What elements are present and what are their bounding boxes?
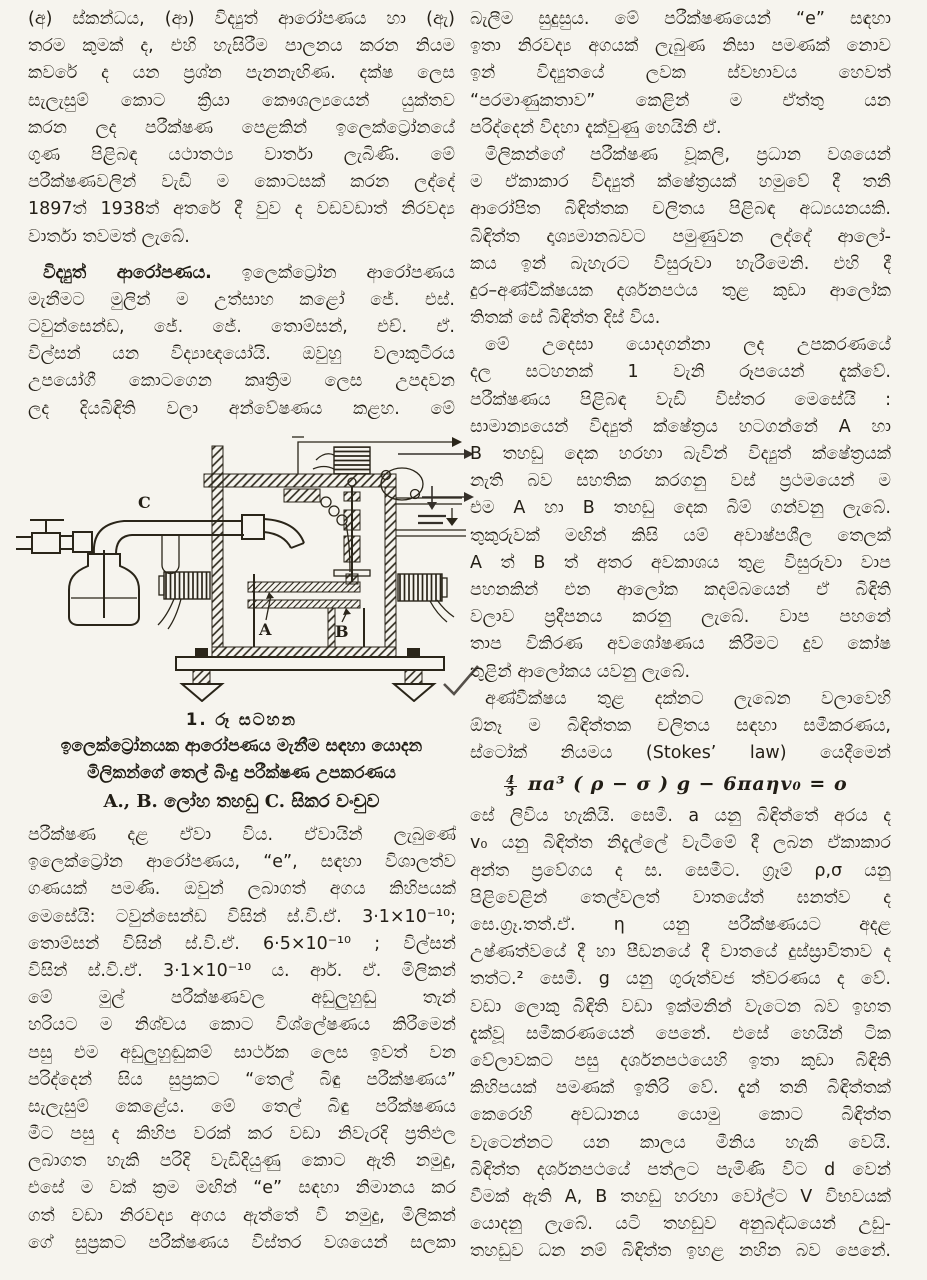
text-line: ඉන් විද්‍යුතයේ ලවක ස්වභාවය හෙවත් bbox=[470, 63, 891, 84]
text-line: දල සටහනක් 1 වැනි රූපයෙන් දැක්වේ. bbox=[470, 362, 891, 383]
section-lead: විද්‍යුත් ආරෝපණය. bbox=[43, 262, 212, 283]
fraction-denominator: 3 bbox=[506, 785, 516, 800]
text-line: A ත් B ත් අතර අවකාශය තුළ විසුරුවා වාප bbox=[470, 552, 891, 573]
figure-caption bbox=[28, 707, 455, 816]
text-line: ලබාගත හැකි පරිදි වැඩිදියුණු කොට ඇති නමුදු, bbox=[28, 1151, 456, 1172]
text-line: පරිද්දෙන් සිය සුප්‍රකට “තෙල් බිඳු පරීක්ෂණය” bbox=[28, 1069, 456, 1090]
text-line: ඕනෑ ම බිඳිත්තක චලිතය සඳහා සමීකරණය, bbox=[470, 715, 891, 736]
text-line: එම A හා B තහඩු දෙක බිම් ගන්වනු ලැබේ. bbox=[470, 498, 891, 519]
text-line: වඩා ලොකු බිඳිති වඩා ඉක්මනින් වැටෙන බව ඉහත bbox=[470, 996, 891, 1017]
text-line: තහඩුව ධන නම් බිඳිත්ත ඉහළ නහින බව පෙනේ. bbox=[470, 1241, 891, 1262]
text-line: යොදනු ලැබේ. යටි තහඩුව අනුබද්ධයෙන් උඩු- bbox=[470, 1214, 891, 1235]
text-line: තිතක් සේ බිඳිත්ත දිස් විය. bbox=[470, 308, 661, 329]
text-line: මේ මුල් පරීක්ෂණවල අඩුලුහුඬු තැන් bbox=[28, 988, 456, 1009]
text-line: එසේ ම වක් ක්‍රම මඟින් “e” සඳහා නිමානය කර bbox=[28, 1178, 456, 1199]
text-line: ඉලෙක්ට්‍රෝන ආරෝපණය, “e”, සඳහා විශාලත්ව bbox=[28, 852, 456, 873]
equation-body: πa³ ( ρ − σ ) g − 6πaηv₀ = o bbox=[527, 773, 848, 796]
spring-wire bbox=[284, 489, 350, 572]
text-line: ආරෝපිත බිඳිත්තක චලිතය පිළිබඳ අධ්‍යයනයකි. bbox=[470, 199, 891, 220]
text-line: අණ්වීක්ෂය තුළ දක්නට ලැබෙන වලාවෙහි bbox=[485, 688, 891, 709]
gas-tap bbox=[16, 520, 92, 553]
paragraph bbox=[470, 686, 891, 768]
text-line: සැලැසුම් කොට ක්‍රියා කෞශල්‍යයෙන් යුක්තව bbox=[28, 90, 455, 111]
paragraph-continued bbox=[28, 287, 455, 423]
text-line: කය ඉන් බැහැරට විසුරුවා හැරීමෙනි. එහි දී bbox=[470, 253, 891, 274]
text-line: තත්ට.² සෙමී. g යනු ගුරුත්වජ ත්වරණය ද වේ. bbox=[470, 969, 891, 990]
text-line: මෙසේයි: ටවුන්සෙන්ඩ විසින් ස්.වි.ඒ. 3·1×10⁻¹⁰; bbox=[28, 906, 456, 927]
right-column bbox=[470, 6, 891, 1265]
text-line: දැක්වූ සමීකරණයෙන් පෙනේ. එසේ හෙයින් ටික bbox=[470, 1023, 891, 1044]
text-line: ගත් වඩා නිරවද්‍ය අගය ඇත්තේ වී නමුදු, මිලිකන් bbox=[28, 1205, 456, 1226]
left-column bbox=[28, 6, 455, 423]
text-line: ගණයක් පමණි. ඔවුන් ලබාගත් අගය කිහිපයක් bbox=[28, 879, 456, 900]
text-line: සෙ.ග්‍රෑ.තත්.ඒ. η යනු පරීක්ෂණයට අදළ bbox=[470, 915, 891, 935]
text-line: ගේ සුප්‍රකට පරීක්ෂණය විස්තර වශයෙන් සලකා bbox=[28, 1232, 456, 1253]
text-line: කවරේ ද යන ප්‍රශ්න පැනනැඟිණ. දක්ෂ ලෙස bbox=[28, 63, 455, 84]
text-line: බිඳිත්ත දෘශ්‍යමානබවට පමුණුවන ලද්දේ ආලෝ- bbox=[470, 226, 891, 247]
air-tube bbox=[94, 515, 304, 574]
left-coil bbox=[158, 572, 210, 629]
text-line: තුකුරුවක් මඟින් කිසි යම් අවාෂ්පශීල තෙලක් bbox=[470, 525, 891, 546]
text-line: උපයෝගී කොටගෙන කෘත්‍රිම ලෙස උපදවන bbox=[28, 371, 455, 392]
text-line: මීට පසු ද කිහිප වරක් කර වඩා නිවැරදි ප්‍රතිඵල bbox=[28, 1124, 456, 1145]
chamber-walls bbox=[204, 446, 396, 657]
text-line: සේ ලිවිය හැකියි. සෙමී. a යනු බිඳිත්තේ අරය ද bbox=[470, 806, 891, 827]
text-line: වීමක් ඇති A, B තහඩු හරහා වෝල්ට V විභවයක් bbox=[470, 1186, 891, 1207]
text-line: ලද දියබිඳිති වලා අන්වේෂණය කළහ. මේ bbox=[28, 398, 455, 419]
text-line: දුර–අණ්වීක්ෂයක දර්ශනපථය තුළ කුඩා ආලෝක bbox=[470, 280, 891, 301]
text-line: කරන ලද පරීක්ෂණ පෙළකින් ඉලෙක්ට්‍රෝනයේ bbox=[28, 117, 455, 138]
text-line: තරම කුමක් ද, එහි හැසිරීම පාලනය කරන නියම bbox=[28, 36, 455, 57]
text-line: කිහිපයක් පමණක් ඉතිරි වේ. දැන් තනි බිඳිත්තක් bbox=[470, 1078, 891, 1099]
text-line: බිඳිත්ත දර්ශනපථයේ පත්ලට පැමිණි විට d වෙන් bbox=[470, 1159, 891, 1180]
paragraph bbox=[470, 332, 891, 685]
text-line: වාර්තා තවමත් ලැබේ. bbox=[28, 226, 190, 247]
paragraph bbox=[28, 260, 455, 423]
text-line: සාමාන්‍යයෙන් විද්‍යුත් ක්ෂේත්‍රය හටගන්නේ A හා bbox=[470, 416, 891, 437]
left-column-lower bbox=[28, 822, 456, 1257]
text-line: අන්ත ප්‍රවේගය ද ස. සෙමීට. ග්‍රෑම් ρ,σ යනු bbox=[470, 860, 891, 881]
caption-key: A., B. ලෝහ තහඩු C. සිකර වංචුව bbox=[103, 791, 380, 812]
text-line: වේලාවකට පසු දර්ශනපථයෙහි ඉතා කුඩා බිඳිති bbox=[470, 1050, 891, 1071]
text-line: “පරමාණුකතාව” කෙළින් ම ඒත්තු යන bbox=[470, 90, 891, 111]
text-line: පහනකින් එන ආලෝක කදම්බයෙන් ඒ බිඳිති bbox=[470, 579, 891, 600]
text-line: උෂ්ණත්වයේ දී හා පීඩනයේ දී වාතයේ දුස්ස්‍රාවිතාව ද bbox=[470, 942, 891, 963]
paragraph bbox=[470, 6, 891, 142]
atomizer-bottle bbox=[69, 550, 139, 625]
text-line: බැලීම සුදුසුය. මේ පරීක්ෂණයෙන් “e” සඳහා bbox=[470, 9, 891, 29]
text-line: වලාව ප්‍රදීපනය කරනු ලැබේ. වාප පහනේ bbox=[470, 607, 891, 628]
stokes-equation bbox=[470, 767, 891, 803]
paragraph bbox=[470, 142, 891, 332]
text-line: v₀ යනු බිඳිත්ත නිදැල්ලේ වැටීමේ දී ලබන ඒකාකාර bbox=[470, 833, 891, 854]
text-line: පිළිවෙළින් තෙල්වලත් වාතයේත් ඝනත්ව ද bbox=[470, 887, 891, 908]
double-line-mark bbox=[418, 516, 446, 523]
text-line: මැනීමට මුලින් ම උත්සාහ කළෝ ජේ. එස්. bbox=[28, 289, 455, 310]
text-line: මිලිකන්ගේ පරීක්ෂණ වූකලි, ප්‍රධාන වශයෙන් bbox=[485, 144, 891, 165]
screw-rod bbox=[334, 478, 370, 584]
text-line: පසු එම අඩුලුහුඬුකම් සාර්ථක ලෙස ඉවත් වන bbox=[28, 1042, 456, 1063]
text-line: ම ඒකාකාර විද්‍යුත් ක්ෂේත්‍රයක් හමුවේ දී තනි bbox=[470, 172, 891, 193]
caption-line: මිලිකන්ගේ තෙල් බිංදු පරීක්ෂණ උපකරණය bbox=[87, 763, 396, 783]
text-line: (අ) ස්කන්ධය, (ආ) විද්‍යුත් ආරෝපණය හා (ඇ) bbox=[28, 9, 455, 29]
figure-label-a: A bbox=[259, 620, 272, 639]
caption-number: 1. රූ සටහන bbox=[185, 710, 298, 729]
text-line: තාප විකිරණ අවශෝෂණය කිරීමට දුව කෝෂ bbox=[470, 634, 891, 655]
text-line: 1897ත් 1938ත් අතරේ දී වුව ද වඩවඩාත් නිරවද්‍ය bbox=[28, 199, 455, 220]
text-line: ඉතා නිරවද්‍ය අගයක් ලැබුණ නිසා පමණක් නොව bbox=[470, 36, 891, 57]
text-line: මේ උදෙසා යොදගන්නා ලද උපකරණයේ bbox=[485, 335, 891, 356]
text-line: විසින් ස්.වි.ඒ. 3·1×10⁻¹⁰ ය. ආර්. ඒ. මිලිකන් bbox=[28, 960, 456, 981]
text-line: වැටෙන්නට යන කාලය මීනිය හැකි වෙයි. bbox=[470, 1132, 891, 1153]
caption-line: ඉලෙක්ට්‍රෝනයක ආරෝපණය මැනීම සඳහා යොදන bbox=[60, 736, 423, 756]
figure-label-c: C bbox=[138, 493, 151, 512]
paragraph bbox=[28, 6, 455, 251]
text-line: ස්ටෝක් නියමය (Stokes’ law) යෙදීමෙන් bbox=[470, 743, 891, 764]
text-line: B තහඩු දෙක හරහා බැවින් විද්‍යුත් ක්ෂේත්‍රයක් bbox=[470, 444, 891, 464]
text-run: ඉලෙක්ට්‍රෝන ආරෝපණය bbox=[211, 262, 455, 283]
text-line: තොම්සන් විසින් ස්.වි.ඒ. 6·5×10⁻¹⁰ ; විල්සන් bbox=[28, 933, 456, 954]
text-line: පරීක්ෂණ දළ ඒවා විය. ඒවායින් ලැබුණේ bbox=[28, 825, 456, 845]
fraction-numerator: 4 bbox=[506, 773, 516, 788]
arrow-with-ground-mark bbox=[422, 486, 474, 510]
text-line: පරීක්ෂණවලින් වැඩි ම කොටසක් කරන ලද්දේ bbox=[28, 172, 455, 193]
text-line: විල්සන් යන විද්‍යාඥයෝයි. ඔවුහු වලාකුටීරය bbox=[28, 344, 455, 365]
figure-label-b: B bbox=[335, 622, 349, 641]
text-line bbox=[28, 260, 455, 287]
text-line: කෙරෙහි අවධානය යොමු කොට බිඳිත්ත bbox=[470, 1105, 891, 1126]
text-line: හරියට ම නිශ්චය කොට විශ්ලේෂණය කිරීමෙන් bbox=[28, 1015, 456, 1036]
text-line: නැති බව සහතික කරගනු වස් ප්‍රථමයෙන් ම bbox=[470, 471, 891, 492]
text-line: සැලැසුම් කෙළේය. මේ තෙල් බිඳු පරීක්ෂණය bbox=[28, 1096, 456, 1117]
fraction bbox=[504, 775, 517, 798]
paragraph bbox=[470, 803, 891, 1265]
text-line: තුළින් ආලෝකය යවනු ලැබේ. bbox=[470, 661, 691, 682]
text-line: පරිද්දෙන් විදහා දැක්වුණු හෙයිනි ඒ. bbox=[470, 117, 722, 138]
text-line: ටවුන්සෙන්ඩ, ජේ. ජේ. තොම්සන්, එච්. ඒ. bbox=[28, 317, 455, 338]
text-line: පරීක්ෂණය පිළිබඳ වැඩි විස්තර මෙසේයි : bbox=[470, 389, 891, 410]
right-arrow-mark bbox=[398, 449, 474, 459]
text-line: ගුණ පිළිබඳ යථාතථ්‍ය වාර්තා ලැබිණි. මේ bbox=[28, 144, 455, 165]
